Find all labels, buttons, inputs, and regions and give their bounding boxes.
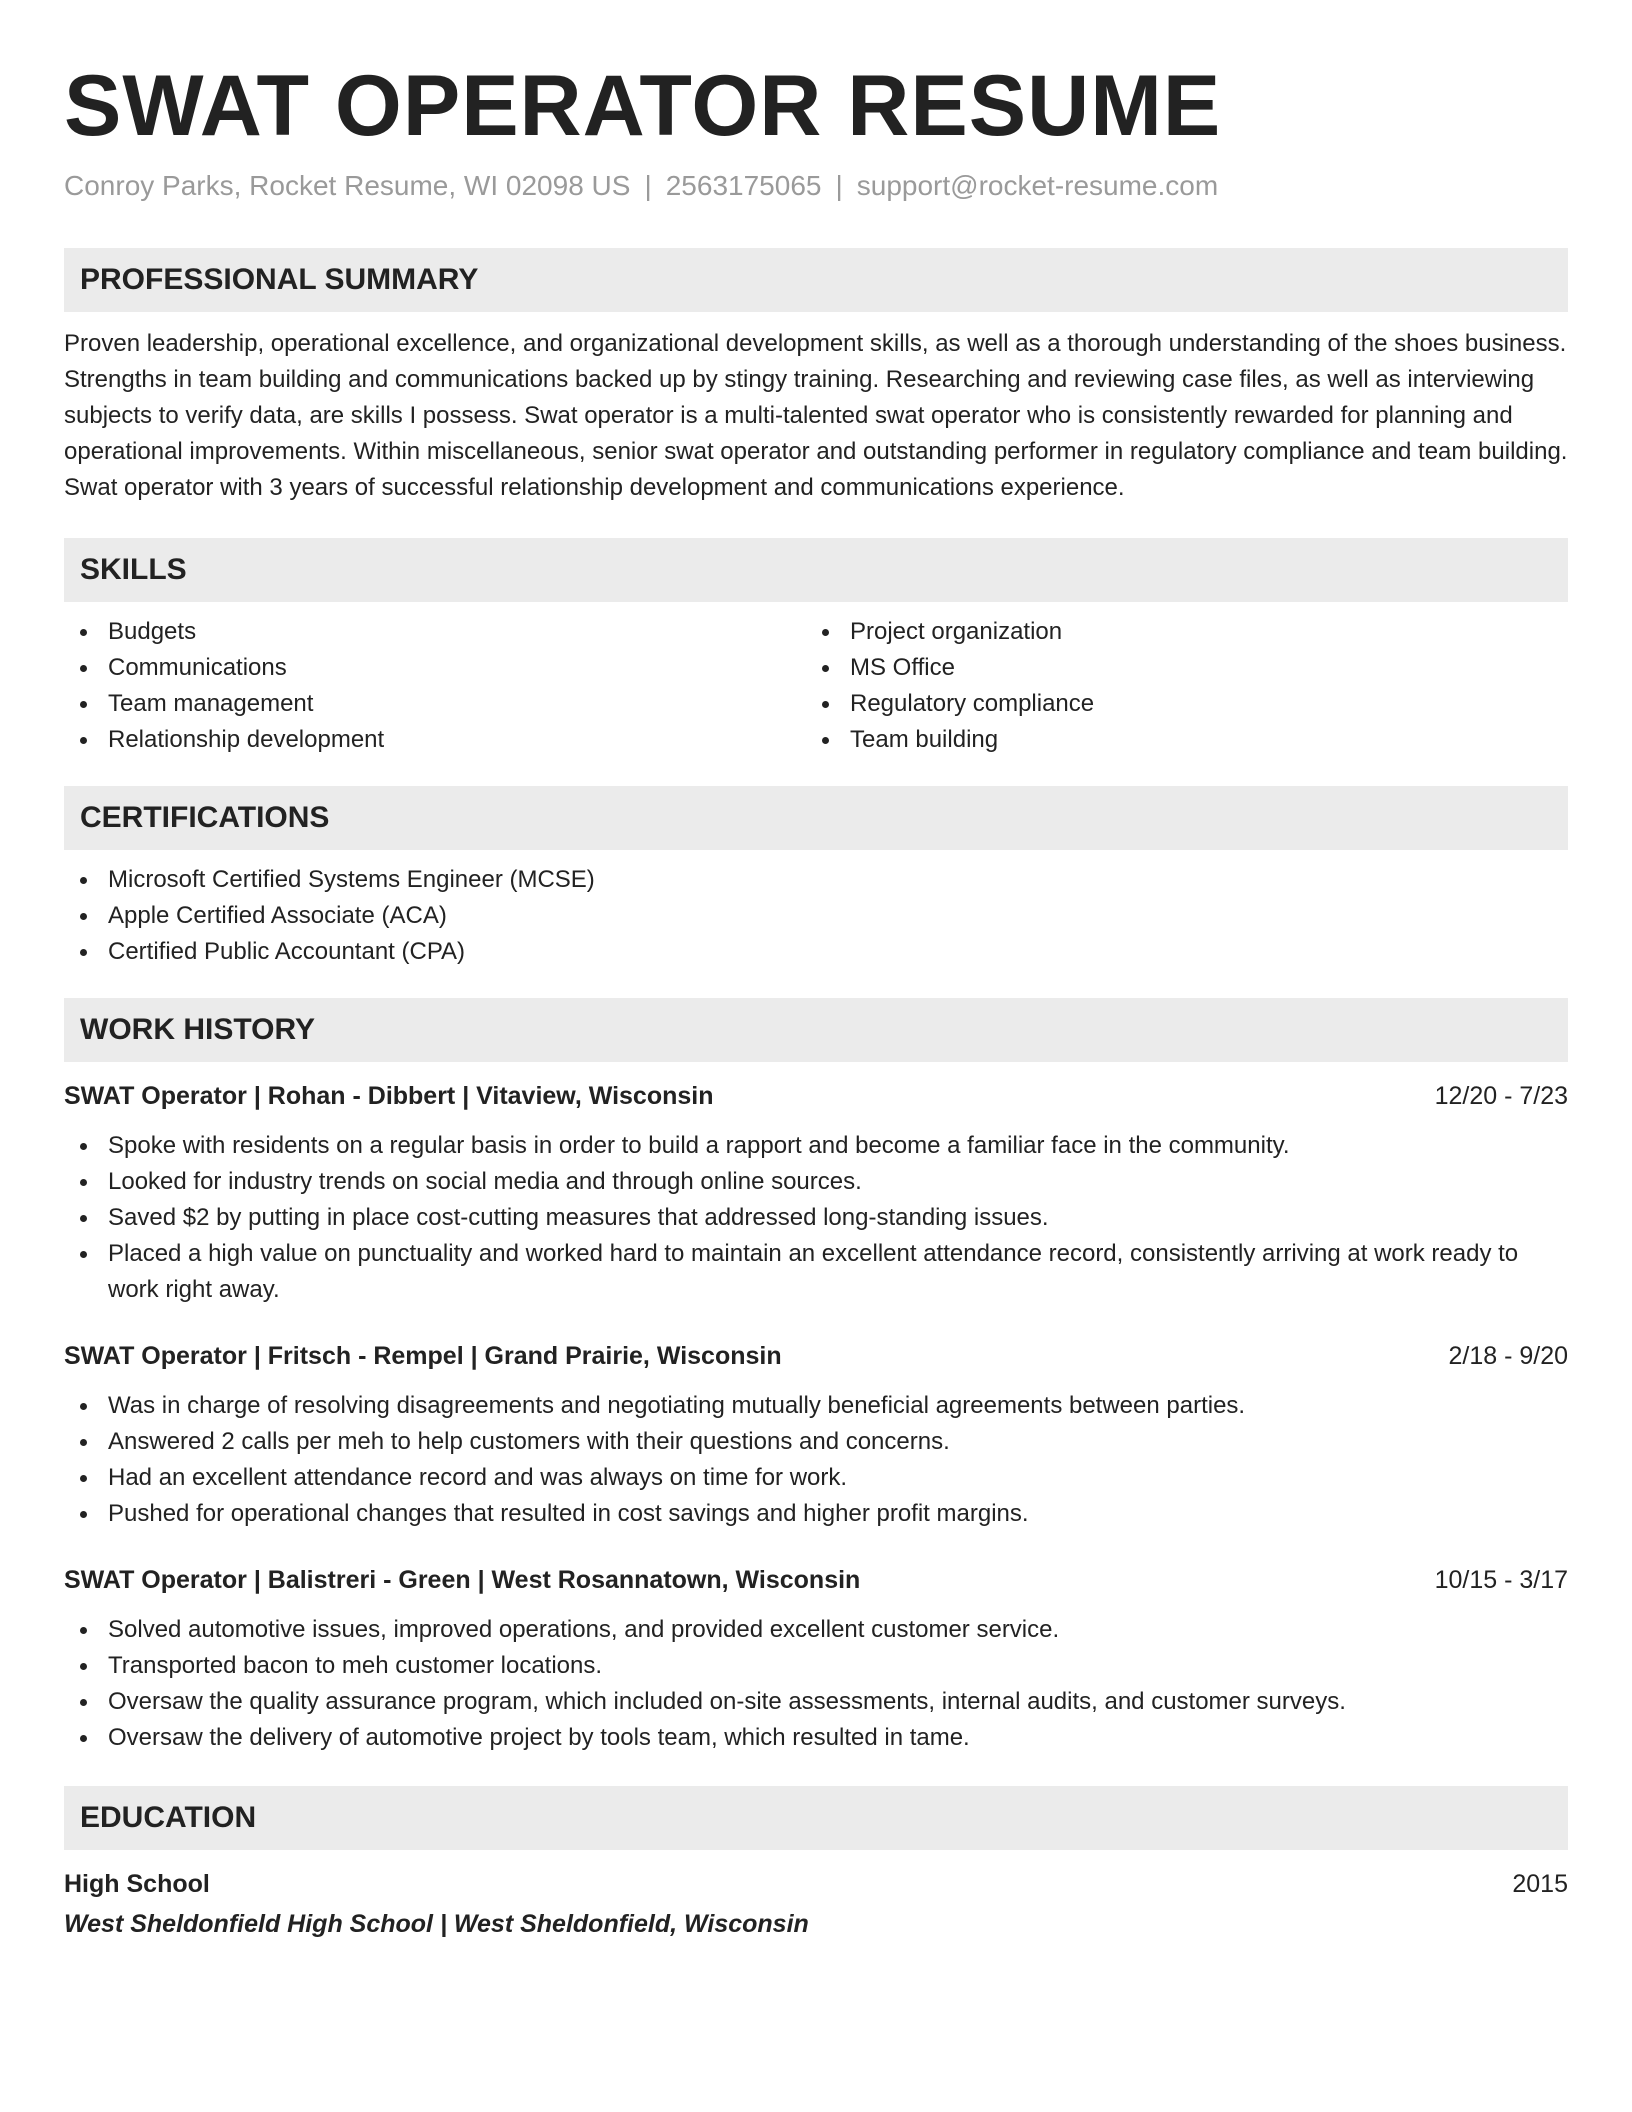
job-dates: 2/18 - 9/20 xyxy=(1448,1342,1568,1370)
skill-item: MS Office xyxy=(806,650,1548,686)
skill-item: Communications xyxy=(64,650,806,686)
skill-item: Regulatory compliance xyxy=(806,686,1548,722)
job-bullet: Answered 2 calls per meh to help customers with their questions and concerns. xyxy=(64,1424,1568,1460)
job-bullet: Looked for industry trends on social media and through online sources. xyxy=(64,1164,1568,1200)
job-bullet: Saved $2 by putting in place cost-cutting measures that addressed long-standing issues. xyxy=(64,1200,1568,1236)
job-dates: 10/15 - 3/17 xyxy=(1434,1566,1568,1594)
job-bullets xyxy=(64,1128,1568,1308)
job-header xyxy=(64,1078,1568,1114)
contact-separator: | xyxy=(835,170,843,201)
job-bullet: Was in charge of resolving disagreements and negotiating mutually beneficial agreements between parties. xyxy=(64,1388,1568,1424)
resume-title: SWAT OPERATOR RESUME xyxy=(64,58,1222,154)
skill-item: Relationship development xyxy=(64,722,806,758)
job-bullet: Pushed for operational changes that resulted in cost savings and higher profit margins. xyxy=(64,1496,1568,1532)
contact-phone: 2563175065 xyxy=(665,170,822,201)
job-bullet: Oversaw the delivery of automotive project by tools team, which resulted in tame. xyxy=(64,1720,1568,1756)
job-header xyxy=(64,1338,1568,1374)
job-title: SWAT Operator | Rohan - Dibbert | Vitaview, Wisconsin xyxy=(64,1082,714,1110)
education-heading: EDUCATION xyxy=(64,1786,1568,1850)
work-history-heading: WORK HISTORY xyxy=(64,998,1568,1062)
certifications-list xyxy=(64,862,1568,970)
job-bullet: Oversaw the quality assurance program, which included on-site assessments, internal audits, and customer surveys. xyxy=(64,1684,1568,1720)
job-entry xyxy=(64,1078,1568,1308)
job-bullet: Spoke with residents on a regular basis in order to build a rapport and become a familiar face in the community. xyxy=(64,1128,1568,1164)
job-bullet: Transported bacon to meh customer locations. xyxy=(64,1648,1568,1684)
education-header xyxy=(64,1866,1568,1902)
contact-email[interactable]: support@rocket-resume.com xyxy=(856,170,1219,201)
education-school: West Sheldonfield High School | West Sheldonfield, Wisconsin xyxy=(64,1910,809,1938)
summary-text: Proven leadership, operational excellence, and organizational development skills, as well as a thorough understanding of the shoes business. Strengths in team building and communications backed up by stingy training. Researching and reviewing case files, as well as interviewing subjects to verify data, are skills I possess. Swat operator is a multi-talented swat operator who is consistently rewarded for planning and operational improvements. Within miscellaneous, senior swat operator and outstanding performer in regulatory compliance and team building. Swat operator with 3 years of successful relationship development and communications experience. xyxy=(64,330,1568,501)
job-title: SWAT Operator | Balistreri - Green | West Rosannatown, Wisconsin xyxy=(64,1566,861,1594)
skills-columns xyxy=(64,614,1568,758)
job-dates: 12/20 - 7/23 xyxy=(1434,1082,1568,1110)
summary-heading: PROFESSIONAL SUMMARY xyxy=(64,248,1568,312)
certifications-heading: CERTIFICATIONS xyxy=(64,786,1568,850)
job-entry xyxy=(64,1338,1568,1532)
certification-item: Certified Public Accountant (CPA) xyxy=(64,934,1568,970)
job-title: SWAT Operator | Fritsch - Rempel | Grand Prairie, Wisconsin xyxy=(64,1342,782,1370)
certification-item: Apple Certified Associate (ACA) xyxy=(64,898,1568,934)
contact-address: Conroy Parks, Rocket Resume, WI 02098 US xyxy=(64,170,631,201)
certification-item: Microsoft Certified Systems Engineer (MCSE) xyxy=(64,862,1568,898)
contact-separator: | xyxy=(644,170,652,201)
skill-item: Project organization xyxy=(806,614,1548,650)
skills-heading: SKILLS xyxy=(64,538,1568,602)
job-bullets xyxy=(64,1388,1568,1532)
job-bullet: Solved automotive issues, improved operations, and provided excellent customer service. xyxy=(64,1612,1568,1648)
job-bullet: Placed a high value on punctuality and worked hard to maintain an excellent attendance record, consistently arriving at work ready to work right away. xyxy=(64,1236,1568,1308)
education-degree: High School xyxy=(64,1870,210,1898)
skill-item: Team building xyxy=(806,722,1548,758)
job-entry xyxy=(64,1562,1568,1756)
skills-right-list xyxy=(806,614,1548,758)
education-year: 2015 xyxy=(1512,1870,1568,1898)
job-header xyxy=(64,1562,1568,1598)
job-bullet: Had an excellent attendance record and was always on time for work. xyxy=(64,1460,1568,1496)
skill-item: Team management xyxy=(64,686,806,722)
skills-left-list xyxy=(64,614,806,758)
contact-line xyxy=(64,168,1568,204)
skill-item: Budgets xyxy=(64,614,806,650)
education-entry xyxy=(64,1866,1568,1942)
job-bullets xyxy=(64,1612,1568,1756)
resume-page xyxy=(64,56,1568,1942)
